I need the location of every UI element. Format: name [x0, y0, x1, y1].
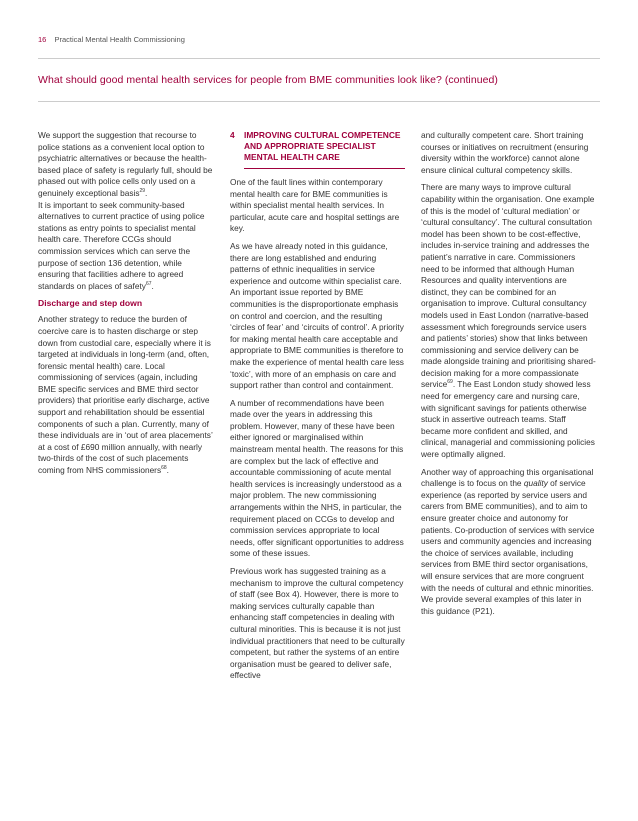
running-title: Practical Mental Health Commissioning	[54, 35, 185, 44]
paragraph: Another strategy to reduce the burden of coercive care is to hasten discharge or step down from custodial care, especially where it is targeted at individuals in long-term (and, often, forensic mental health) care. Local commissioning of services (again, including BME specific services and BME third sector providers) that prioritise early discharge, active support and rehabilitation should be essential components of such a plan. Currently, many of these individuals are in ‘out of area placements’ at a cost of £690 million annually, with nearly two-thirds of the cost of such placements coming from NHS commissioners$^{68}$.	[38, 314, 213, 476]
header-divider	[38, 58, 600, 59]
paragraph: One of the fault lines within contemporary mental health care for BME communities is within specialist mental health services. In particular, acute care and hospital settings are key.	[230, 177, 400, 234]
paragraph: It is important to seek community-based alternatives to current practice of using police stations as entry points to specialist mental health care. Therefore CCGs should commission services which can serve the purpose of section 136 detention, while ensuring that facilities adhere to agreed standards on places of safety$^{67}$.	[38, 199, 205, 291]
paragraph-text: Another way of approaching this organisational challenge is to focus on the	[421, 466, 594, 489]
footnote-ref: 69	[447, 379, 453, 386]
box-heading	[230, 130, 405, 169]
paragraph	[421, 182, 596, 460]
box-number: 4	[230, 130, 235, 140]
box-title: IMPROVING CULTURAL COMPETENCE AND APPROPRIATE SPECIALIST MENTAL HEALTH CARE	[244, 130, 405, 169]
paragraph-text: Another strategy to reduce the burden of coercive care is to hasten discharge or step down from custodial care, especially where it is targeted at individuals in long-term (and, often, forensic mental health) care. Local commissioning of services (again, including BME specific services and BME third sector providers) that prioritise early discharge, active support and rehabilitation should be essential components of such a plan. Currently, many of these individuals are in ‘out of area placements’ at a cost of £690 million annually, with nearly two-thirds of the cost of such placements coming from NHS commissioners	[38, 314, 213, 476]
footnote-ref: 29	[139, 188, 146, 195]
footnote-ref: 67	[145, 280, 152, 287]
paragraph: Previous work has suggested training as a mechanism to improve the cultural competency of staff (see Box 4). However, there is more to making services culturally capable than enhancing staff competencies in dealing with cultural minorities. This is because it is not just individual practitioners that need to be culturally competent, but rather the systems of an entire organisation must be geared to deliver safe, effective	[230, 566, 405, 681]
section-subtitle: What should good mental health services for people from BME communities look like? (continued)	[38, 74, 498, 86]
column-2	[230, 130, 405, 688]
paragraph: A number of recommendations have been made over the years in addressing this problem. However, many of these have been either ignored or marginalised within mainstream mental health. The reasons for this are complex but the lack of effective and accountable commissioning of acute mental health services is increasingly understood as a major problem. The new commissioning arrangements within the NHS, in particular, the requirement placed on CCGs to develop and commission services appropriate to local needs, offer significant opportunities to address some of these issues.	[230, 397, 404, 559]
paragraph-text: We support the suggestion that recourse to police stations as a convenient local option to psychiatric alternatives or because the health-based place of safety is regularly full, should be phased out with police cells only used on a genuinely exceptional basis	[38, 130, 213, 198]
paragraph-text: . The East London study showed less need for emergency care and nursing care, with significant savings for patients otherwise stuck in assertive outreach teams. Staff became more confident and skilled, and clinical, managerial and commissioning policies were optimally aligned.	[421, 379, 595, 460]
paragraph-text: It is important to seek community-based alternatives to current practice of using police stations as entry points to specialist mental health care. Therefore CCGs should commission services which can serve the purpose of section 136 detention, while ensuring that facilities adhere to agreed standards on places of safety	[38, 199, 205, 291]
page-header	[38, 35, 185, 44]
paragraph: and culturally competent care. Short training courses or initiatives on recruitment (ensuring diversity within the workforce) cannot alone ensure clinical cultural competency skills.	[421, 130, 589, 175]
emphasis-text: quality	[523, 478, 548, 489]
paragraph-text: of service experience (as reported by service users and carers from BME communities), and to aim to ensure greater choice and autonomy for patients. Co-production of services with service users and community agencies and increasing the choice of services available, including services from BME third sector organisations, will ensure services that are more congruent with the needs of cultural and ethnic minorities. We provide several examples of this later in this guidance (P21).	[421, 478, 595, 616]
page-number: 16	[38, 35, 47, 44]
footnote-ref: 68	[161, 465, 167, 472]
paragraph: As we have already noted in this guidance, there are long established and enduring patterns of ethnic inequalities in service experience and outcome within specialist care. An important issue reported by BME communities is the disproportionate emphasis on control and coercion, and the resulting ‘circles of fear’ and ‘circuits of control’. A priority for making mental health care acceptable and appropriate to BME communities is therefore to make the experience of mental health care less ‘toxic’, with more of an emphasis on care and support rather than control and containment.	[230, 240, 404, 391]
paragraph: We support the suggestion that recourse to police stations as a convenient local option to psychiatric alternatives or because the health-based place of safety is regularly full, should be phased out with police cells only used on a genuinely exceptional basis$^{29}$.	[38, 130, 213, 198]
section-heading: Discharge and step down	[38, 298, 143, 309]
column-1	[38, 130, 213, 483]
paragraph-text: There are many ways to improve cultural capability within the organisation. One example of this is the model of ‘cultural mediation’ or ‘cultural consultancy’. The cultural consultation model has been shown to be cost-effective, includes in-service training and addresses the patient’s narrative in care. Commissioners need to be informed that although Human Resources and quality interventions are distinct, they can be combined for an organisation to improve. Cultural consultancy models used in East London (narrative-based assessment which foregrounds service users and patients’ stories) show that links between commissioning and service delivery can be made alongside training and prioritising shared-decision making for a more compassionate service	[421, 182, 596, 390]
subtitle-divider	[38, 101, 600, 102]
paragraph	[421, 467, 596, 618]
column-3	[421, 130, 596, 623]
